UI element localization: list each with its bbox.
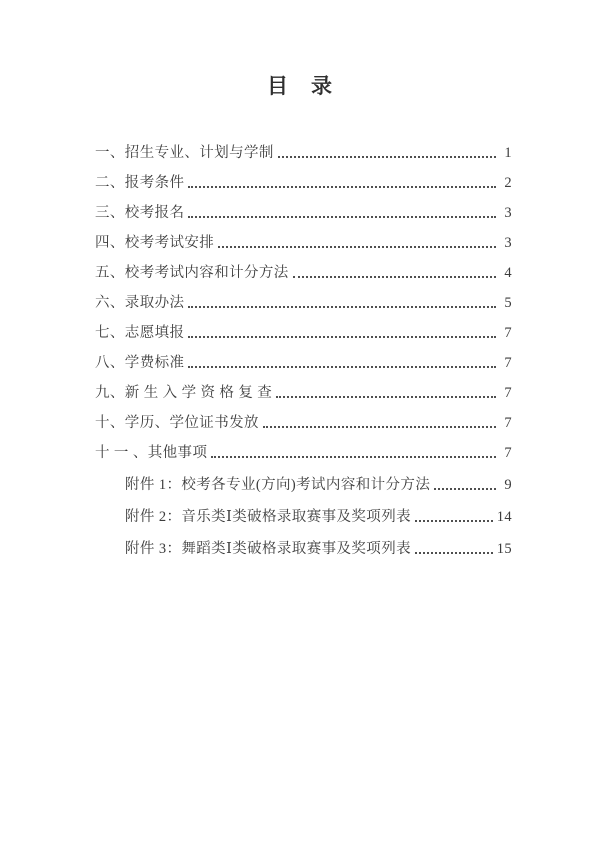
- toc-entry-label: 一、招生专业、计划与学制: [95, 145, 274, 161]
- dot-leader: [211, 456, 496, 458]
- toc-entry: [125, 462, 512, 494]
- toc-entry-label: 十、学历、学位证书发放: [95, 415, 259, 431]
- toc-entry-page: 7: [504, 445, 512, 461]
- dot-leader: [188, 306, 496, 308]
- toc-entry: [95, 192, 512, 222]
- toc-entry-label: 九、新 生 入 学 资 格 复 查: [95, 385, 273, 401]
- dot-leader: [188, 186, 496, 188]
- dot-leader: [188, 366, 496, 368]
- dot-leader: [415, 552, 493, 554]
- toc-entry: [95, 312, 512, 342]
- toc-attachments: [95, 462, 512, 558]
- toc-entry: [125, 526, 512, 558]
- toc-entry-page: 15: [496, 541, 512, 557]
- toc-entry: [95, 342, 512, 372]
- toc-entry-label: 七、志愿填报: [95, 325, 185, 341]
- toc-entry-page: 4: [504, 265, 512, 281]
- toc-entry: [95, 372, 512, 402]
- toc-entry: [95, 282, 512, 312]
- dot-leader: [276, 396, 496, 398]
- toc-entry-page: 9: [504, 477, 512, 493]
- dot-leader: [263, 426, 496, 428]
- dot-leader: [188, 336, 496, 338]
- toc-entry: [95, 222, 512, 252]
- dot-leader: [415, 520, 493, 522]
- toc-entry-page: 7: [504, 355, 512, 371]
- toc-entry-label: 附件 1：校考各专业(方向)考试内容和计分方法: [125, 477, 431, 493]
- toc-entry-page: 3: [504, 235, 512, 251]
- toc-entry-page: 7: [504, 385, 512, 401]
- dot-leader: [218, 246, 496, 248]
- dot-leader: [293, 276, 496, 278]
- toc-entry-page: 1: [504, 145, 512, 161]
- toc-entry-label: 附件 3：舞蹈类Ⅰ类破格录取赛事及奖项列表: [125, 541, 412, 557]
- toc-entry: [125, 494, 512, 526]
- toc-entry-label: 六、录取办法: [95, 295, 185, 311]
- toc-entry-label: 二、报考条件: [95, 175, 185, 191]
- dot-leader: [278, 156, 496, 158]
- toc-entry-page: 7: [504, 415, 512, 431]
- toc-entry-label: 附件 2：音乐类Ⅰ类破格录取赛事及奖项列表: [125, 509, 412, 525]
- toc-entry-label: 三、校考报名: [95, 205, 185, 221]
- toc-entry-page: 2: [504, 175, 512, 191]
- toc-entry-label: 十 一 、其他事项: [95, 445, 208, 461]
- toc-entry-page: 5: [504, 295, 512, 311]
- toc-entries: [95, 132, 512, 462]
- toc-entry-label: 五、校考考试内容和计分方法: [95, 265, 289, 281]
- toc-entry: [95, 162, 512, 192]
- toc-entry: [95, 252, 512, 282]
- dot-leader: [434, 488, 496, 490]
- toc-entry-label: 八、学费标准: [95, 355, 185, 371]
- toc-entry: [95, 402, 512, 432]
- toc-entry: [95, 132, 512, 162]
- dot-leader: [188, 216, 496, 218]
- toc-entry-page: 7: [504, 325, 512, 341]
- toc-entry: [95, 432, 512, 462]
- toc-list: [95, 132, 512, 558]
- toc-entry-label: 四、校考考试安排: [95, 235, 215, 251]
- toc-entry-page: 3: [504, 205, 512, 221]
- toc-entry-page: 14: [496, 509, 512, 525]
- page-title: 目 录: [267, 74, 333, 98]
